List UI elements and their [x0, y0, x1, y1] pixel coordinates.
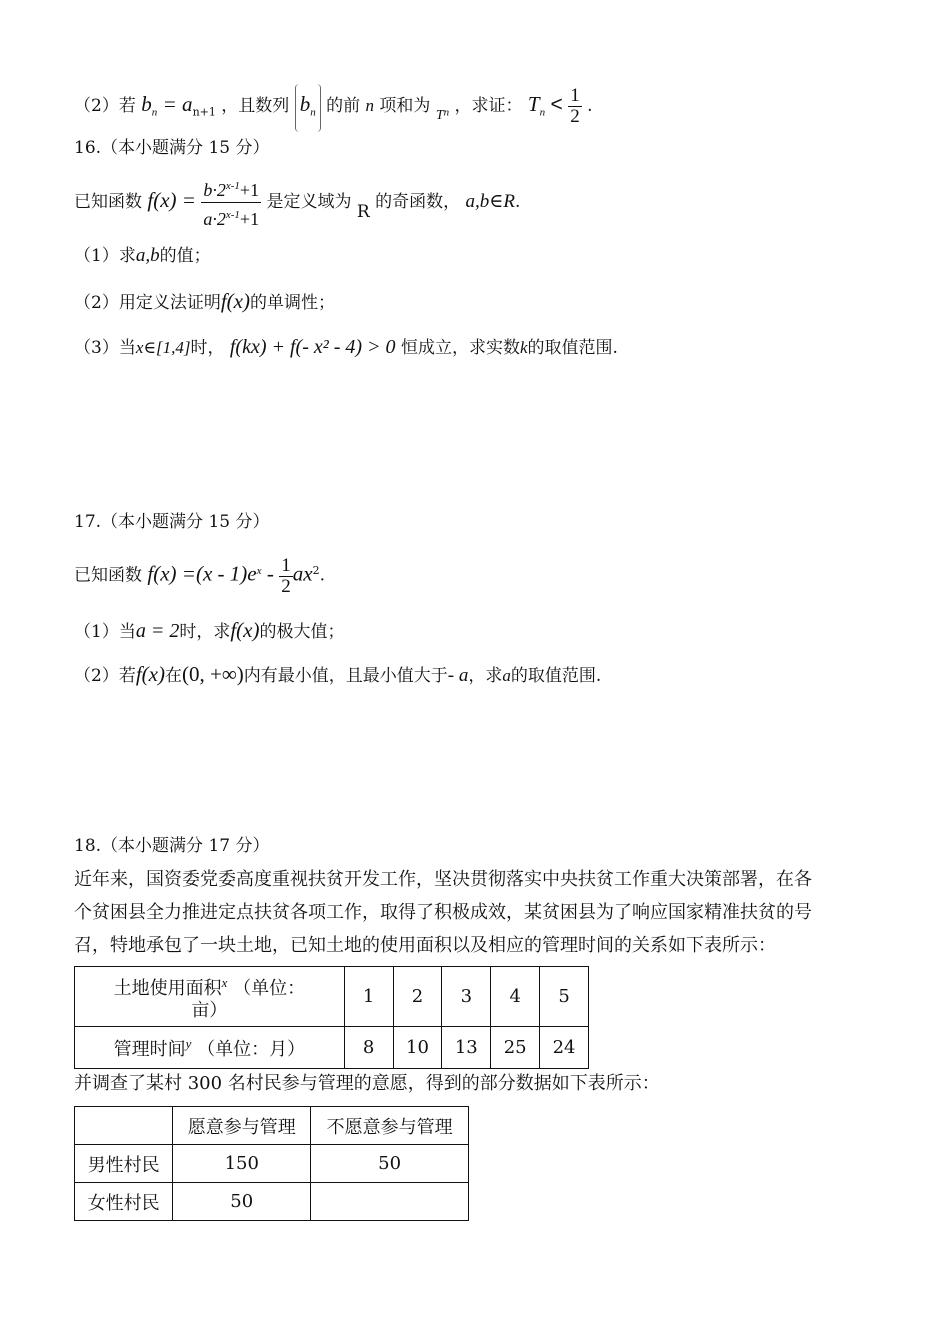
table1-x-cell: 2: [393, 967, 442, 1027]
q15-part2: （2）若 $b_n = a_{n+1}$ ，且数列 $b_n$ 的前 n 项和为 $_{Tn}$ ，求证： $T_n$ < $\frac{1}{2}$ .: [74, 84, 593, 124]
table2-cell: 50: [311, 1145, 469, 1183]
table2-cell: 50: [173, 1183, 311, 1221]
q15-half: $\frac{1}{2}$: [570, 85, 580, 127]
q17-part2: （2）若f(x)在(0, +∞)内有最小值，且最小值大于- a，求a的取值范围.: [74, 662, 602, 686]
q16-header: 16.（本小题满分 15 分）: [74, 138, 270, 158]
table1-y-cell: 24: [540, 1027, 589, 1069]
table2-header-cell: 不愿意参与管理: [311, 1107, 469, 1145]
table1-y-cell: 13: [442, 1027, 491, 1069]
table2-header-cell: [75, 1107, 173, 1145]
q16-part2: （2）用定义法证明f(x)的单调性；: [74, 289, 335, 313]
q16-part3: （3）当x∈[1,4]时， f(kx) + f(- x² - 4) > 0 恒成立，求实数k的取值范围.: [74, 336, 618, 358]
q16-fraction: $\frac{b\cdot 2^{x-1}+1}{a\cdot 2^{x-1}+1}$: [201, 174, 261, 231]
table1-x-cell: 1: [344, 967, 393, 1027]
q18-line-3: 召，特地承包了一块土地，已知土地的使用面积以及相应的管理时间的关系如下表所示：: [74, 935, 776, 956]
q17-intro: 已知函数 $f(x) =(x - 1)e^x$ - $\frac{1}{2}$ $ax^2$.: [74, 554, 326, 597]
q18-paragraph: [74, 863, 874, 962]
table1-y-cell: 10: [393, 1027, 442, 1069]
q18-survey-text: 并调查了某村 300 名村民参与管理的意愿，得到的部分数据如下表所示：: [74, 1073, 660, 1094]
table1-x-cell: 4: [491, 967, 540, 1027]
q17-part1: （1）当a = 2时，求f(x)的极大值；: [74, 618, 345, 642]
q18-header: 18.（本小题满分 17 分）: [74, 836, 270, 856]
q15-seq-brace: $b_n$: [295, 84, 321, 132]
table2-header-cell: 愿意参与管理: [173, 1107, 311, 1145]
q15-eq-a: = a: [162, 92, 193, 116]
q18-line-2: 个贫困县全力推进定点扶贫各项工作，取得了积极成效，某贫困县为了响应国家精准扶贫的号: [74, 902, 812, 923]
q15-part2-prefix: （2）若: [74, 96, 136, 116]
q15-b: b: [141, 92, 152, 116]
q18-table-survey: [74, 1106, 469, 1221]
table2-row-label: 女性村民: [75, 1183, 173, 1221]
q18-line-1: 近年来，国资委党委高度重视扶贫开发工作，坚决贯彻落实中央扶贫工作重大决策部署，在各: [74, 869, 812, 890]
q16-part1: （1）求a,b的值；: [74, 245, 211, 266]
table1-row1-header: 土地使用面积$^x$ （单位： 亩）: [75, 967, 345, 1027]
table2-cell: 150: [173, 1145, 311, 1183]
table1-x-cell: 5: [540, 967, 589, 1027]
table1-y-cell: 25: [491, 1027, 540, 1069]
table1-y-cell: 8: [344, 1027, 393, 1069]
table2-row-label: 男性村民: [75, 1145, 173, 1183]
table1-x-cell: 3: [442, 967, 491, 1027]
q16-intro: 已知函数 f(x) = $\frac{b\cdot 2^{x-1}+1}{a\cdot 2^{x-1}+1}$ 是定义域为 R 的奇函数， a,b∈R.: [74, 172, 520, 228]
table1-row2-header: 管理时间$^y$ （单位：月）: [75, 1027, 345, 1069]
q18-table-land: [74, 966, 589, 1069]
table2-cell: [311, 1183, 469, 1221]
q17-header: 17.（本小题满分 15 分）: [74, 512, 270, 532]
